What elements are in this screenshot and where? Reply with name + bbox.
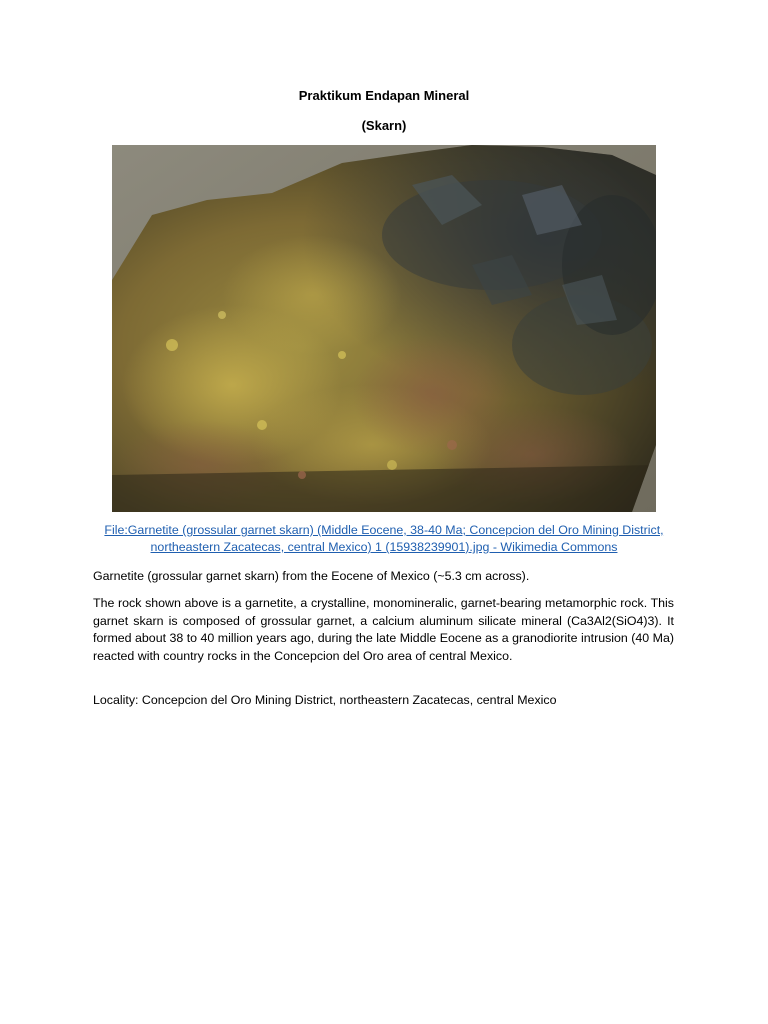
locality-paragraph: Locality: Concepcion del Oro Mining District, northeastern Zacatecas, central Mexico bbox=[93, 693, 557, 707]
rock-illustration bbox=[112, 145, 656, 512]
specimen-caption: Garnetite (grossular garnet skarn) from the Eocene of Mexico (~5.3 cm across). bbox=[93, 569, 530, 583]
document-title: Praktikum Endapan Mineral bbox=[298, 88, 470, 103]
wikimedia-source-link[interactable]: File:Garnetite (grossular garnet skarn) (Middle Eocene, 38-40 Ma; Concepcion del Oro Mining District, northeastern Zacatecas, central Mexico) 1 (15938239901).jpg - Wikimedia Commons bbox=[104, 523, 664, 554]
description-paragraph: The rock shown above is a garnetite, a crystalline, monomineralic, garnet-bearing metamorphic rock. This garnet skarn is composed of grossular garnet, a calcium aluminum silicate mineral (Ca3Al2(SiO4)3). It formed about 38 to 40 million years ago, during the late Middle Eocene as a granodiorite intrusion (40 Ma) reacted with country rocks in the Concepcion del Oro area of central Mexico. bbox=[93, 596, 674, 663]
rock-specimen-photo bbox=[112, 145, 656, 512]
document-subtitle: (Skarn) bbox=[361, 118, 407, 133]
